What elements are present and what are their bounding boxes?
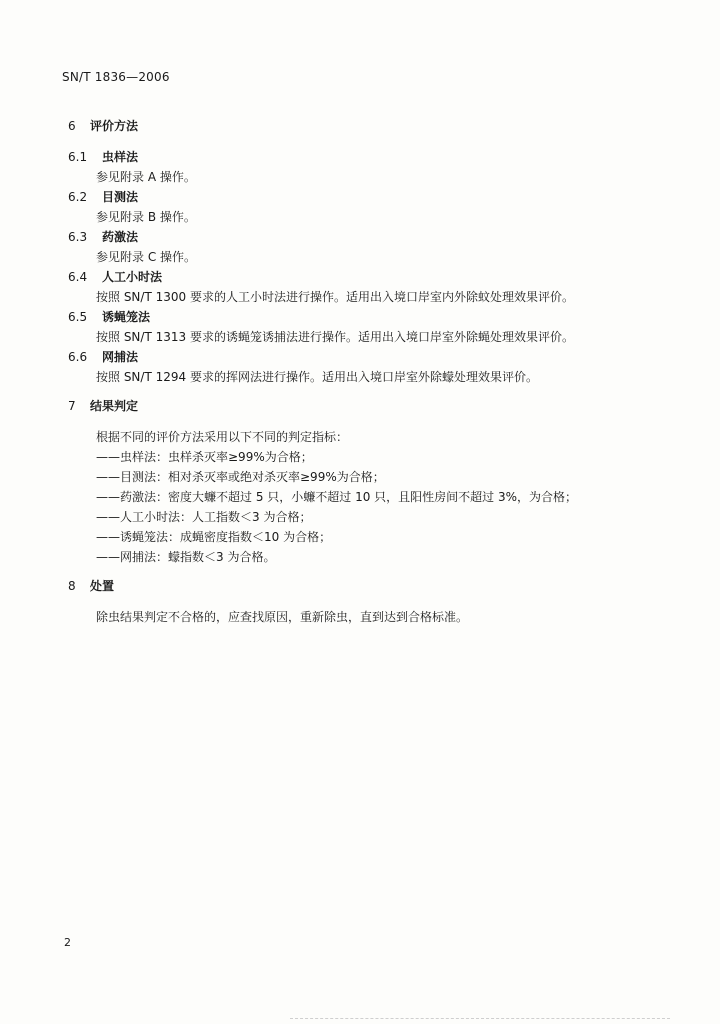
section-6-heading bbox=[68, 117, 138, 134]
subsection-6-2-heading bbox=[68, 188, 138, 205]
subsection-number: 6.1 bbox=[68, 150, 88, 164]
subsection-number: 6.4 bbox=[68, 270, 88, 284]
section-8-heading bbox=[68, 577, 114, 594]
section-title: 结果判定 bbox=[90, 399, 139, 413]
subsection-6-1-heading bbox=[68, 148, 138, 165]
subsection-6-2-text: 参见附录 B 操作。 bbox=[96, 210, 196, 224]
criteria-item: ——目测法：相对杀灭率或绝对杀灭率≥99%为合格； bbox=[96, 470, 385, 484]
section-number: 7 bbox=[68, 399, 76, 413]
subsection-6-6-text: 按照 SN/T 1294 要求的挥网法进行操作。适用出入境口岸室外除蠓处理效果评价。 bbox=[96, 370, 538, 384]
subsection-6-4-heading bbox=[68, 268, 162, 285]
subsection-number: 6.2 bbox=[68, 190, 88, 204]
subsection-6-3-text: 参见附录 C 操作。 bbox=[96, 250, 197, 264]
scan-edge-divider bbox=[290, 1018, 670, 1019]
section-title: 处置 bbox=[90, 579, 115, 593]
criteria-item: ——诱蝇笼法：成蝇密度指数＜10 为合格； bbox=[96, 530, 332, 544]
subsection-title: 药激法 bbox=[102, 230, 139, 244]
subsection-6-1-text: 参见附录 A 操作。 bbox=[96, 170, 196, 184]
section-7-intro: 根据不同的评价方法采用以下不同的判定指标： bbox=[96, 430, 349, 444]
criteria-item: ——网捕法：蠓指数＜3 为合格。 bbox=[96, 550, 276, 564]
criteria-item: ——药激法：密度大蠊不超过 5 只，小蠊不超过 10 只，且阳性房间不超过 3%，为合格； bbox=[96, 490, 578, 504]
subsection-title: 人工小时法 bbox=[102, 270, 163, 284]
subsection-title: 目测法 bbox=[102, 190, 139, 204]
subsection-number: 6.5 bbox=[68, 310, 88, 324]
criteria-item: ——虫样法：虫样杀灭率≥99%为合格； bbox=[96, 450, 313, 464]
document-id: SN/T 1836—2006 bbox=[62, 70, 170, 84]
section-number: 8 bbox=[68, 579, 76, 593]
subsection-6-5-heading bbox=[68, 308, 150, 325]
section-title: 评价方法 bbox=[90, 119, 139, 133]
subsection-6-4-text: 按照 SN/T 1300 要求的人工小时法进行操作。适用出入境口岸室内外除蚊处理效果评价。 bbox=[96, 290, 574, 304]
page-number: 2 bbox=[64, 936, 71, 949]
subsection-title: 网捕法 bbox=[102, 350, 139, 364]
subsection-title: 虫样法 bbox=[102, 150, 139, 164]
subsection-number: 6.3 bbox=[68, 230, 88, 244]
subsection-title: 诱蝇笼法 bbox=[102, 310, 151, 324]
subsection-6-3-heading bbox=[68, 228, 138, 245]
section-8-text: 除虫结果判定不合格的，应查找原因，重新除虫，直到达到合格标准。 bbox=[96, 610, 469, 624]
section-7-heading bbox=[68, 397, 138, 414]
subsection-6-5-text: 按照 SN/T 1313 要求的诱蝇笼诱捕法进行操作。适用出入境口岸室外除蝇处理效果评价。 bbox=[96, 330, 574, 344]
subsection-6-6-heading bbox=[68, 348, 138, 365]
criteria-item: ——人工小时法：人工指数＜3 为合格； bbox=[96, 510, 312, 524]
subsection-number: 6.6 bbox=[68, 350, 88, 364]
section-number: 6 bbox=[68, 119, 76, 133]
